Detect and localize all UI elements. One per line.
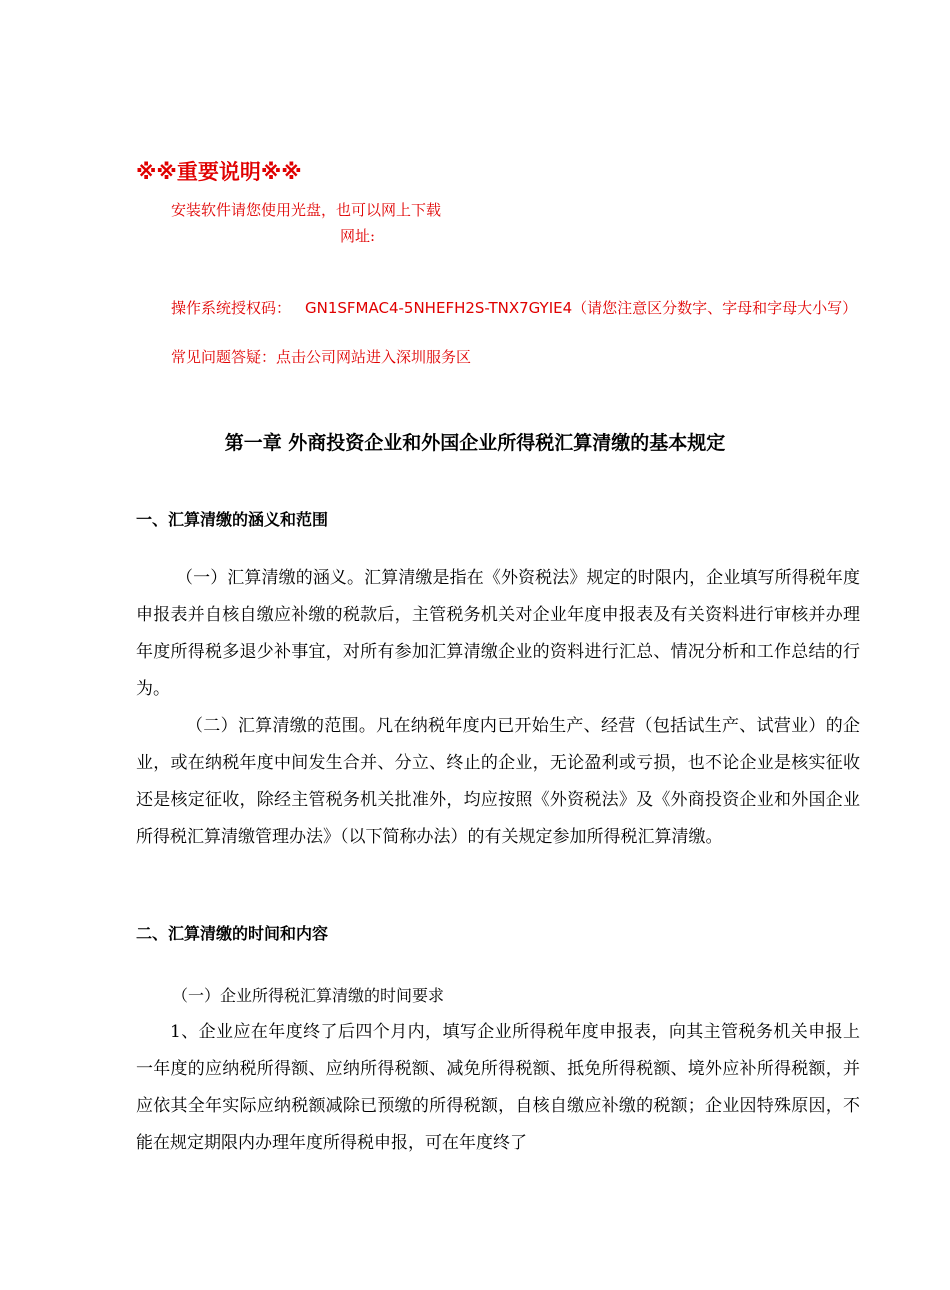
body-paragraph: （一）汇算清缴的涵义。汇算清缴是指在《外资税法》规定的时限内，企业填写所得税年度申报表并自核自缴应补缴的税款后，主管税务机关对企业年度申报表及有关资料进行审核并办理年度所得税多退少补事宜，对所有参加汇算清缴企业的资料进行汇总、情况分析和工作总结的行为。: [136, 568, 860, 699]
faq-link[interactable]: 常见问题答疑：点击公司网站进入深圳服务区: [171, 348, 472, 366]
section-heading: 一、汇算清缴的涵义和范围: [136, 510, 329, 529]
section-heading: 二、汇算清缴的时间和内容: [136, 924, 329, 943]
install-instruction: 安装软件请您使用光盘，也可以网上下载: [171, 201, 442, 219]
auth-label: 操作系统授权码：: [171, 299, 292, 317]
sub-heading: （一）企业所得税汇算清缴的时间要求: [172, 986, 445, 1005]
auth-code-paragraph: [136, 296, 861, 320]
body-paragraph: 1、企业应在年度终了后四个月内，填写企业所得税年度申报表，向其主管税务机关申报上一年度的应纳税所得额、应纳所得税额、减免所得税额、抵免所得税额、境外应补所得税额，并应依其全年实际应纳税额减除已预缴的所得税额，自核自缴应补缴的税额；企业因特殊原因，不能在规定期限内办理年度所得税申报，可在年度终了: [136, 1022, 860, 1153]
body-paragraph: （二）汇算清缴的范围。凡在纳税年度内已开始生产、经营（包括试生产、试营业）的企业，或在纳税年度中间发生合并、分立、终止的企业，无论盈利或亏损，也不论企业是核实征收还是核定征收，除经主管税务机关批准外，均应按照《外资税法》及《外商投资企业和外国企业所得税汇算清缴管理办法》（以下简称办法）的有关规定参加所得税汇算清缴。: [136, 716, 860, 847]
auth-note: （请您注意区分数字、字母和字母大小写）: [572, 299, 858, 317]
url-label: 网址:: [340, 227, 376, 245]
chapter-title: 第一章 外商投资企业和外国企业所得税汇算清缴的基本规定: [224, 432, 726, 454]
auth-code: GN1SFMAC4-5NHEFH2S-TNX7GYIE4: [305, 299, 573, 317]
notice-title: ※※重要说明※※: [136, 160, 302, 184]
